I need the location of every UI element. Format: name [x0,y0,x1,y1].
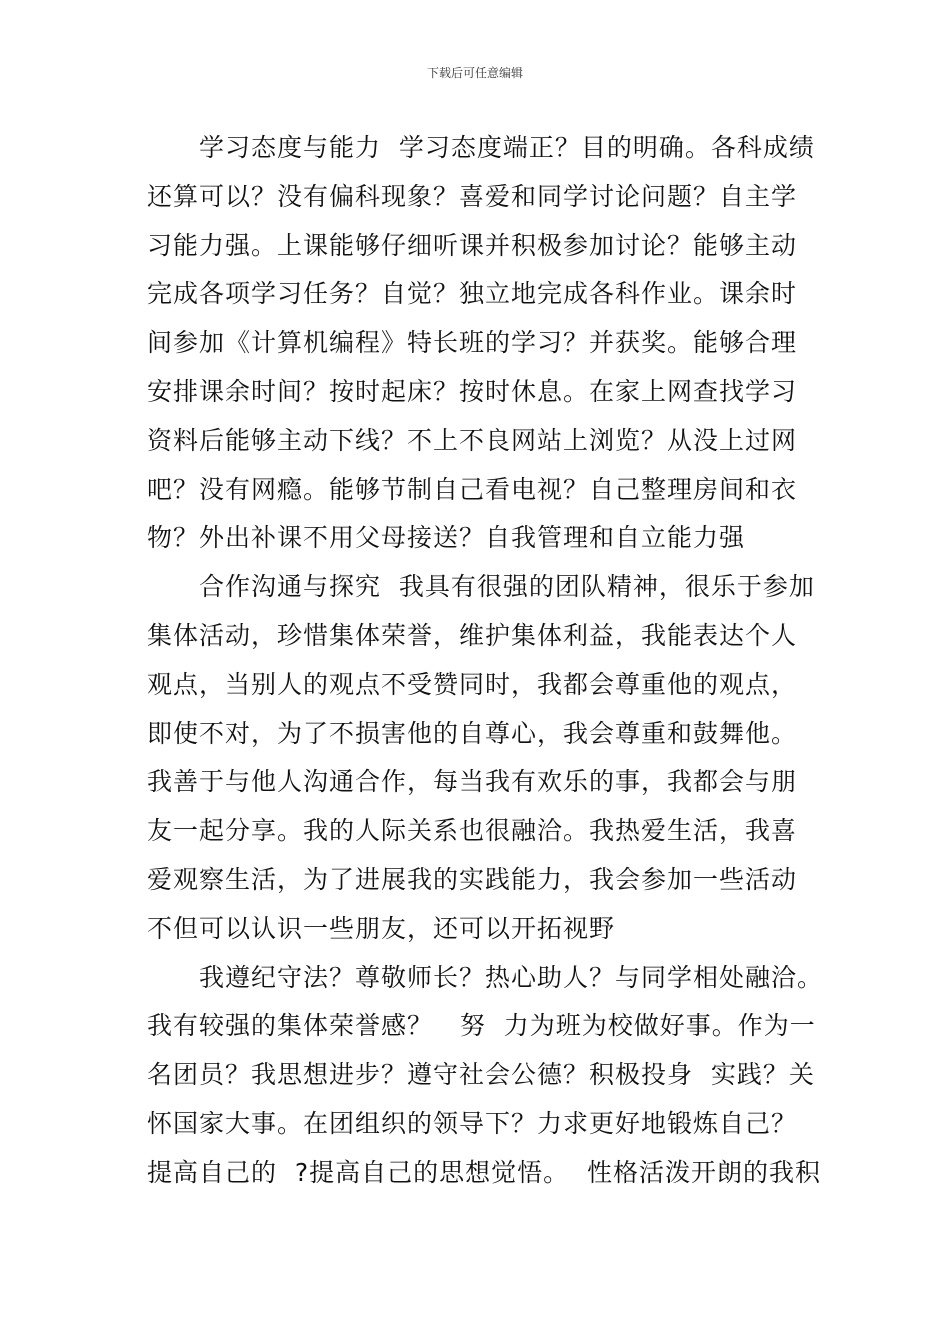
paragraph-3-line-5: 提高自己的 ?提高自己的思想觉悟。 性格活泼开朗的我积 [147,1157,822,1187]
header-note: 下载后可任意编辑 [426,66,523,80]
paragraph-2-line-2: 集体活动，珍惜集体荣誉，维护集体利益，我能表达个人 [147,620,798,650]
paragraph-2-line-6: 友一起分享。我的人际关系也很融洽。我热爱生活，我喜 [147,816,798,846]
paragraph-3-line-3: 名团员？我思想进步？遵守社会公德？积极投身 实践？关 [147,1060,815,1090]
paragraph-1-line-5: 间参加《计算机编程》特长班的学习？并获奖。能够合理 [147,328,798,358]
paragraph-2-line-1: 合作沟通与探究 我具有很强的团队精神，很乐于参加 [199,572,815,602]
paragraph-1-line-2: 还算可以？没有偏科现象？喜爱和同学讨论问题？自主学 [147,181,798,211]
paragraph-1-line-9: 物？外出补课不用父母接送？自我管理和自立能力强 [147,523,746,553]
document-body [147,124,847,1198]
paragraph-1-line-6: 安排课余时间？按时起床？按时休息。在家上网查找学习 [147,376,798,406]
paragraph-2-line-7: 爱观察生活，为了进展我的实践能力，我会参加一些活动 [147,864,798,894]
paragraph-3-line-1: 我遵纪守法？尊敬师长？热心助人？与同学相处融洽。 [199,962,824,992]
paragraph-1-line-4: 完成各项学习任务？自觉？独立地完成各科作业。课余时 [147,279,798,309]
paragraph-1-line-3: 习能力强。上课能够仔细听课并积极参加讨论？能够主动 [147,230,798,260]
paragraph-1-line-7: 资料后能够主动下线？不上不良网站上浏览？从没上过网 [147,425,798,455]
paragraph-1-line-1: 学习态度与能力 学习态度端正？目的明确。各科成绩 [199,133,815,162]
paragraph-2-line-8: 不但可以认识一些朋友，还可以开拓视野 [147,913,616,943]
paragraph-2-line-5: 我善于与他人沟通合作，每当我有欢乐的事，我都会与朋 [147,767,798,797]
paragraph-2-line-4: 即使不对，为了不损害他的自尊心，我会尊重和鼓舞他。 [147,718,798,748]
paragraph-3-line-2: 我有较强的集体荣誉感？ 努 力为班为校做好事。作为一 [147,1011,816,1041]
paragraph-1-line-8: 吧？没有网瘾。能够节制自己看电视？自己整理房间和衣 [147,474,798,504]
paragraph-3-line-4: 怀国家大事。在团组织的领导下？力求更好地锻炼自己？ [147,1108,798,1138]
paragraph-2-line-3: 观点，当别人的观点不受赞同时，我都会尊重他的观点， [147,669,798,699]
